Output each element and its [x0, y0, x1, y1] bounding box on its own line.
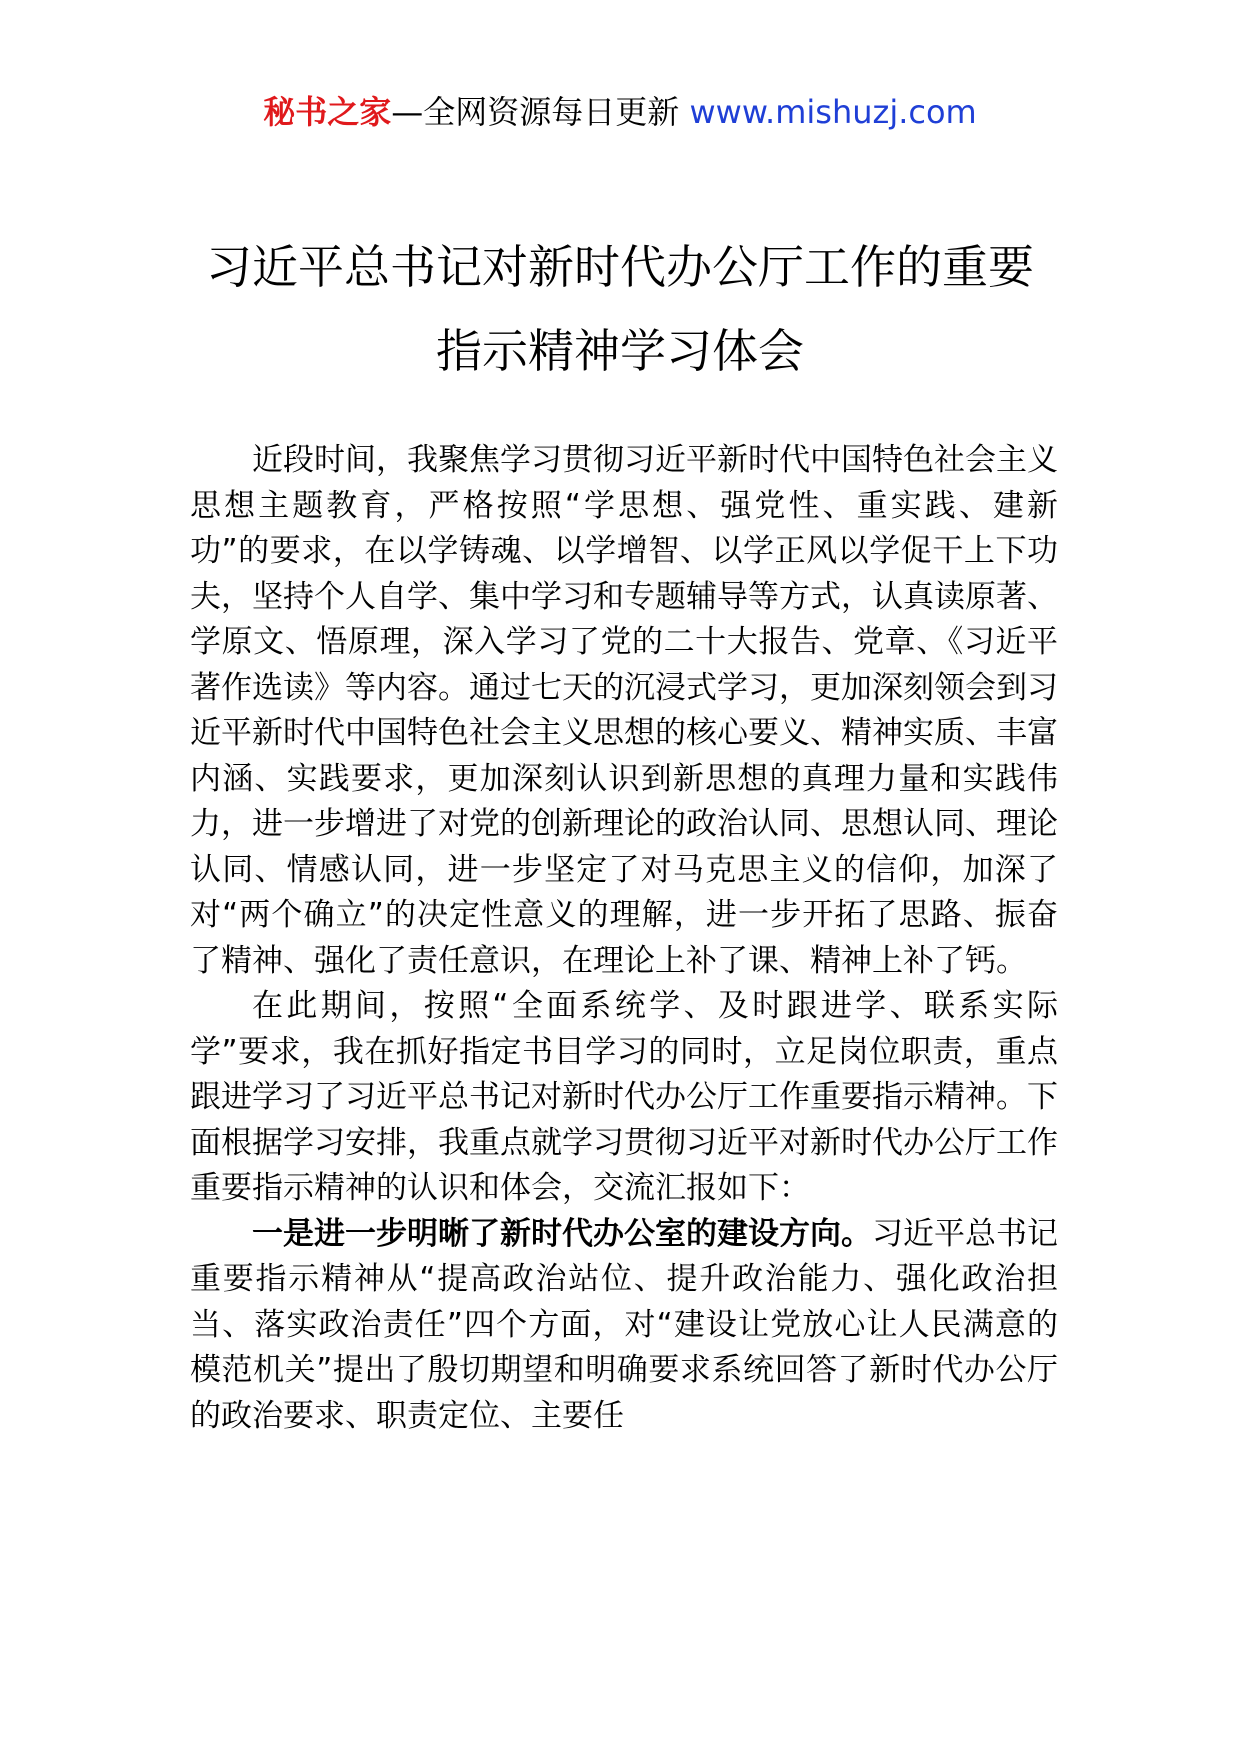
site-header [0, 90, 1240, 134]
brand-name: 秘书之家 [263, 93, 392, 131]
title-line-2: 指示精神学习体会 [436, 324, 804, 378]
paragraph-context: 在此期间，按照“全面系统学、及时跟进学、联系实际学”要求，我在抓好指定书目学习的同时，立足岗位职责，重点跟进学习了习近平总书记对新时代办公厅工作重要指示精神。下面根据学习安排，我重点就学习贯彻习近平对新时代办公厅工作重要指示精神的认识和体会，交流汇报如下： [190, 988, 1058, 1206]
header-slogan: —全网资源每日更新 [391, 93, 680, 131]
section-1-heading: 一是进一步明晰了新时代办公室的建设方向。 [252, 1215, 872, 1252]
section-1-text: 习近平总书记重要指示精神从“提高政治站位、提升政治能力、强化政治担当、落实政治责任”四个方面，对“建设让党放心让人民满意的模范机关”提出了殷切期望和明确要求系统回答了新时代办公厅的政治要求、职责定位、主要任 [190, 1215, 1058, 1434]
paragraph-intro: 近段时间，我聚焦学习贯彻习近平新时代中国特色社会主义思想主题教育，严格按照“学思想、强党性、重实践、建新功”的要求，在以学铸魂、以学增智、以学正风以学促干上下功夫，坚持个人自学、集中学习和专题辅导等方式，认真读原著、学原文、悟原理，深入学习了党的二十大报告、党章、《习近平著作选读》等内容。通过七天的沉浸式学习，更加深刻领会到习近平新时代中国特色社会主义思想的核心要义、精神实质、丰富内涵、实践要求，更加深刻认识到新思想的真理力量和实践伟力，进一步增进了对党的创新理论的政治认同、思想认同、理论认同、情感认同，进一步坚定了对马克思主义的信仰，加深了对“两个确立”的决定性意义的理解，进一步开拓了思路、振奋了精神、强化了责任意识，在理论上补了课、精神上补了钙。 [190, 442, 1058, 979]
paragraph-section-1 [190, 1212, 1058, 1440]
title-line-1: 习近平总书记对新时代办公厅工作的重要 [206, 240, 1034, 294]
site-url-link[interactable]: www.mishuzj.com [689, 93, 977, 131]
document-title [120, 225, 1120, 393]
document-body [190, 438, 1058, 1439]
